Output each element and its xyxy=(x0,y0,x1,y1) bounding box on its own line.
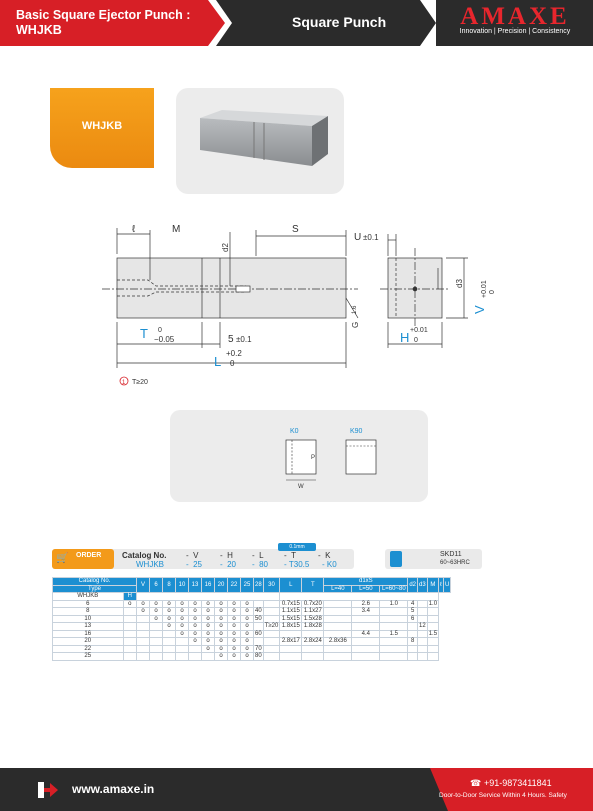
availability-mark xyxy=(176,638,189,646)
ell-value xyxy=(418,653,428,661)
availability-mark xyxy=(123,638,136,646)
h-value: 6 xyxy=(53,600,124,608)
d3-value: 1.5 xyxy=(380,630,408,638)
th-v6: 6 xyxy=(150,578,163,593)
availability-mark xyxy=(176,653,189,661)
availability-mark xyxy=(150,630,163,638)
dim-v-sub: 0 xyxy=(489,290,496,294)
dim-l: ℓ xyxy=(132,224,136,235)
order-value-k: - K0 xyxy=(322,560,337,569)
availability-mark: o xyxy=(189,615,202,623)
brand-tagline: Innovation | Precision | Consistency xyxy=(459,28,571,35)
ds-value: 1.8x15 xyxy=(281,623,300,630)
l-value: 60 xyxy=(255,630,262,637)
availability-mark: o xyxy=(202,600,215,608)
m-value: 6 xyxy=(408,615,418,623)
availability-mark: o xyxy=(215,600,228,608)
availability-mark: o xyxy=(228,645,241,653)
material-tag xyxy=(390,551,402,567)
availability-mark xyxy=(150,623,163,631)
th-l: L xyxy=(280,578,302,593)
ds-value xyxy=(280,630,302,638)
u-value xyxy=(427,638,438,646)
l-value xyxy=(254,623,264,631)
t-value xyxy=(263,615,280,623)
technical-drawing xyxy=(96,218,516,390)
spec-table xyxy=(52,577,451,661)
ds-value: 1.8x28 xyxy=(303,623,322,630)
page-title: Basic Square Ejector Punch : WHJKB xyxy=(16,8,191,37)
d3-value xyxy=(380,645,408,653)
order-field-h-label: - H xyxy=(220,551,233,560)
ds-value xyxy=(324,623,352,631)
availability-mark: o xyxy=(241,600,254,608)
availability-mark: o xyxy=(241,623,254,631)
availability-mark: o xyxy=(176,608,189,616)
dim-l-sub: 0 xyxy=(230,359,235,368)
share-icon xyxy=(36,778,60,800)
th-d2: d2 xyxy=(408,578,418,593)
availability-mark: o xyxy=(163,623,176,631)
th-l6080: L=60~80 xyxy=(380,585,408,593)
ds-value xyxy=(302,630,324,638)
l-value xyxy=(254,638,264,646)
availability-mark: o xyxy=(189,638,202,646)
footer-url[interactable]: www.amaxe.in xyxy=(72,782,155,796)
th-d3: d3 xyxy=(418,578,428,593)
key-k0: K0 xyxy=(290,428,299,435)
h-value: 8 xyxy=(53,608,124,616)
availability-mark: o xyxy=(241,608,254,616)
u-value: 1.0 xyxy=(428,600,438,607)
th-v: V xyxy=(137,578,150,593)
availability-mark xyxy=(150,653,163,661)
availability-mark xyxy=(202,653,215,661)
availability-mark: o xyxy=(150,600,163,608)
order-field-v-label: - V xyxy=(186,551,199,560)
availability-mark xyxy=(176,645,189,653)
u-value xyxy=(427,645,438,653)
d2-value xyxy=(352,623,380,631)
order-field-k-label: - K xyxy=(318,551,331,560)
availability-mark xyxy=(189,653,202,661)
th-v30: 30 xyxy=(263,578,280,593)
availability-mark xyxy=(123,653,136,661)
availability-mark xyxy=(137,615,150,623)
ds-value: 0.7x20 xyxy=(303,600,322,607)
th-v13: 13 xyxy=(189,578,202,593)
dim-five-tol: ±0.1 xyxy=(236,335,252,344)
table-row xyxy=(53,645,451,653)
d2-value xyxy=(352,653,380,661)
ds-value xyxy=(302,645,324,653)
ds-value: 1.1x15 xyxy=(281,608,300,615)
availability-mark: o xyxy=(163,600,176,608)
th-v8: 8 xyxy=(163,578,176,593)
availability-mark: o xyxy=(202,615,215,623)
dim-h-sub: 0 xyxy=(414,337,418,344)
ds-value xyxy=(324,645,352,653)
dim-v: V xyxy=(472,305,487,314)
availability-mark: o xyxy=(150,608,163,616)
availability-mark: o xyxy=(202,623,215,631)
ds-value: 1.5x15 xyxy=(281,615,300,622)
table-row xyxy=(53,638,451,646)
h-value: 25 xyxy=(53,653,124,661)
key-p-label: P xyxy=(311,455,316,461)
order-value-h: - 20 xyxy=(220,560,237,569)
d3-value: 1.0 xyxy=(380,600,408,608)
th-v22: 22 xyxy=(228,578,241,593)
th-t: T xyxy=(302,578,324,593)
table-row xyxy=(53,608,451,616)
th-catalog: Catalog No. xyxy=(53,578,137,586)
phone-icon: ☎ xyxy=(470,778,482,788)
availability-mark: o xyxy=(137,600,150,608)
order-label: ORDER xyxy=(76,552,102,559)
l-value: 40 xyxy=(255,608,262,615)
availability-mark: o xyxy=(189,608,202,616)
note-number: 1 xyxy=(122,380,126,386)
th-m: M xyxy=(427,578,438,593)
order-value-l: - 80 xyxy=(252,560,269,569)
availability-mark: o xyxy=(123,600,136,608)
punch-side-view xyxy=(117,258,346,318)
ell-value: 12 xyxy=(419,623,426,630)
dim-five: 5 xyxy=(228,334,234,345)
availability-mark xyxy=(123,645,136,653)
d2-value xyxy=(352,638,380,646)
table-row xyxy=(53,615,451,623)
ds-value xyxy=(324,653,352,661)
order-field-t-label: - T xyxy=(284,551,296,560)
availability-mark: o xyxy=(215,615,228,623)
d2-value: 3.4 xyxy=(352,608,380,616)
ds-value xyxy=(324,600,352,608)
table-row xyxy=(53,600,451,608)
h-value: 10 xyxy=(53,615,124,623)
order-value-t: - T30.5 xyxy=(284,560,310,569)
dim-u-tol: ±0.1 xyxy=(363,233,379,242)
ell-value xyxy=(418,630,428,638)
th-v20: 20 xyxy=(215,578,228,593)
th-v16: 16 xyxy=(202,578,215,593)
order-catalog: WHJKB xyxy=(136,560,164,569)
product-photo-panel xyxy=(176,88,344,194)
availability-mark: o xyxy=(228,630,241,638)
key-variants xyxy=(170,410,428,502)
availability-mark: o xyxy=(176,623,189,631)
ds-value xyxy=(280,653,302,661)
key-k90: K90 xyxy=(350,428,363,435)
availability-mark xyxy=(137,623,150,631)
dim-g-val: 1.6 xyxy=(352,305,358,314)
dim-l-total: L xyxy=(214,354,222,369)
ell-value xyxy=(418,608,428,616)
m-value xyxy=(408,653,418,661)
order-field-l-label: - L xyxy=(252,551,264,560)
th-v28: 28 xyxy=(254,578,264,593)
d3-value xyxy=(380,653,408,661)
ds-value xyxy=(302,653,324,661)
l-value: 70 xyxy=(255,645,262,652)
availability-mark xyxy=(163,630,176,638)
h-column-head: H xyxy=(123,593,136,601)
footer-delivery: Door-to-Door Service Within 4 Hours. Safety xyxy=(439,792,567,799)
table-row xyxy=(53,653,451,661)
availability-mark: o xyxy=(202,630,215,638)
d3-value xyxy=(380,638,408,646)
d2-value xyxy=(352,645,380,653)
t-value xyxy=(263,638,280,646)
m-value xyxy=(408,645,418,653)
d3-value xyxy=(380,608,408,616)
availability-mark: o xyxy=(228,653,241,661)
th-v25: 25 xyxy=(241,578,254,593)
availability-mark: o xyxy=(215,630,228,638)
l-value: 50 xyxy=(255,615,262,622)
availability-mark: o xyxy=(150,615,163,623)
availability-mark xyxy=(137,653,150,661)
footer-dark-band xyxy=(0,768,448,811)
availability-mark: o xyxy=(215,653,228,661)
dim-s: S xyxy=(292,224,299,235)
d2-value: 4.4 xyxy=(352,630,380,638)
ds-value xyxy=(324,630,352,638)
availability-mark: o xyxy=(241,653,254,661)
availability-mark: o xyxy=(228,638,241,646)
ell-value xyxy=(418,645,428,653)
m-value: 4 xyxy=(408,600,418,608)
m-value xyxy=(408,623,418,631)
material-value: SKD11 xyxy=(440,551,462,558)
dim-t: T xyxy=(140,326,148,341)
section-title: Square Punch xyxy=(292,14,387,30)
d3-value xyxy=(380,623,408,631)
note-t: T≥20 xyxy=(132,379,148,386)
brand-logo[interactable]: AMAXE xyxy=(460,3,570,30)
availability-mark xyxy=(123,630,136,638)
t-value xyxy=(263,645,280,653)
dim-l-sup: +0.2 xyxy=(226,349,242,358)
availability-mark xyxy=(163,638,176,646)
availability-mark: o xyxy=(189,600,202,608)
availability-mark: o xyxy=(228,600,241,608)
availability-mark: o xyxy=(228,608,241,616)
availability-mark: o xyxy=(241,615,254,623)
availability-mark: o xyxy=(228,623,241,631)
availability-mark xyxy=(163,645,176,653)
h-value: 13 xyxy=(53,623,124,631)
dim-v-sup: +0.01 xyxy=(481,280,488,298)
dim-t-sup: 0 xyxy=(158,327,162,334)
m-value: 5 xyxy=(408,608,418,616)
dim-t-sub: −0.05 xyxy=(154,335,175,344)
availability-mark: o xyxy=(202,608,215,616)
t-value xyxy=(263,630,280,638)
availability-mark: o xyxy=(215,645,228,653)
th-l50: L=50 xyxy=(352,585,380,593)
u-value xyxy=(427,653,438,661)
ds-value: 2.8x24 xyxy=(303,638,322,645)
availability-mark: o xyxy=(228,615,241,623)
dim-g: G xyxy=(351,321,360,328)
th-l40: L=40 xyxy=(324,585,352,593)
u-value: 1.5 xyxy=(428,630,438,637)
ds-value: 2.8x17 xyxy=(281,638,300,645)
availability-mark: o xyxy=(176,600,189,608)
u-value xyxy=(427,615,438,623)
t-value xyxy=(263,608,280,616)
availability-mark xyxy=(137,645,150,653)
ds-value: 1.5x28 xyxy=(303,615,322,622)
u-value xyxy=(427,623,438,631)
product-badge-label: WHJKB xyxy=(81,120,123,132)
dim-u: U xyxy=(354,232,362,243)
th-ell: ℓ xyxy=(439,578,444,593)
availability-mark: o xyxy=(241,645,254,653)
availability-mark xyxy=(123,608,136,616)
dim-m: M xyxy=(172,224,181,235)
ds-value: 1.1x27 xyxy=(303,608,322,615)
order-value-v: - 25 xyxy=(186,560,203,569)
u-value xyxy=(427,608,438,616)
availability-mark xyxy=(123,623,136,631)
d2-value xyxy=(352,615,380,623)
m-value xyxy=(408,630,418,638)
t-value: T≥20 xyxy=(264,623,279,630)
availability-mark: o xyxy=(163,608,176,616)
availability-mark: o xyxy=(189,630,202,638)
type-cell: WHJKB xyxy=(53,593,124,601)
dim-d2: d2 xyxy=(221,243,230,252)
t-value xyxy=(263,600,280,608)
availability-mark xyxy=(189,645,202,653)
ds-value xyxy=(280,645,302,653)
ell-value xyxy=(418,600,428,608)
h-value: 20 xyxy=(53,638,124,646)
step-badge: 0.1mm xyxy=(278,543,316,551)
ell-value xyxy=(418,615,428,623)
availability-mark: o xyxy=(215,623,228,631)
table-row xyxy=(53,623,451,631)
product-photo xyxy=(176,88,344,194)
t-value xyxy=(263,653,280,661)
dim-h: H xyxy=(400,330,410,345)
h-value: 16 xyxy=(53,630,124,638)
order-catalog-label: Catalog No. xyxy=(122,551,167,560)
d2-value: 2.6 xyxy=(352,600,380,608)
availability-mark: o xyxy=(176,615,189,623)
availability-mark: o xyxy=(215,608,228,616)
availability-mark xyxy=(150,638,163,646)
l-value xyxy=(254,600,264,608)
hardness-value: 60~63HRC xyxy=(440,560,470,566)
dim-h-sup: +0.01 xyxy=(410,327,428,334)
th-type: Type xyxy=(53,585,137,593)
th-v10: 10 xyxy=(176,578,189,593)
availability-mark: o xyxy=(241,630,254,638)
ds-value xyxy=(324,608,352,616)
availability-mark xyxy=(123,615,136,623)
l-value: 80 xyxy=(255,653,262,660)
th-ds: d1xS xyxy=(324,578,408,586)
availability-mark: o xyxy=(163,615,176,623)
footer-phone[interactable]: +91-9873411841 xyxy=(484,778,552,788)
availability-mark: o xyxy=(202,638,215,646)
cart-icon: 🛒 xyxy=(56,553,69,564)
ds-value: 2.8x36 xyxy=(324,638,352,646)
key-variants-panel xyxy=(170,410,428,502)
availability-mark xyxy=(137,630,150,638)
availability-mark: o xyxy=(202,645,215,653)
ds-value xyxy=(324,615,352,623)
h-value: 22 xyxy=(53,645,124,653)
availability-mark: o xyxy=(189,623,202,631)
dim-d3: d3 xyxy=(455,279,464,288)
d3-value xyxy=(380,615,408,623)
availability-mark xyxy=(163,653,176,661)
th-u: U xyxy=(444,578,451,593)
ell-value xyxy=(418,638,428,646)
availability-mark: o xyxy=(241,638,254,646)
availability-mark: o xyxy=(176,630,189,638)
table-row xyxy=(53,630,451,638)
availability-mark: o xyxy=(137,608,150,616)
availability-mark: o xyxy=(215,638,228,646)
m-value: 8 xyxy=(408,638,418,646)
ds-value: 0.7x15 xyxy=(281,600,300,607)
key-w-label: W xyxy=(298,484,304,490)
availability-mark xyxy=(150,645,163,653)
availability-mark xyxy=(137,638,150,646)
